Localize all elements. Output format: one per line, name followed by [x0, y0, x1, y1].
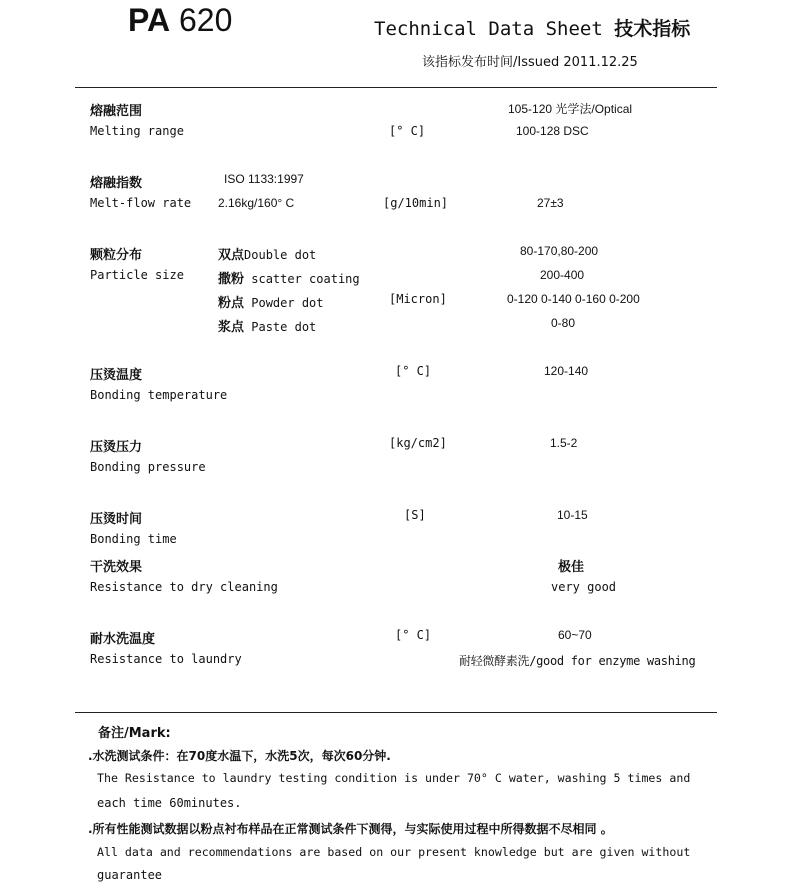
issued-date: 该指标发布时间/Issued 2011.12.25 — [422, 55, 638, 70]
product-name — [128, 2, 232, 39]
bonding-pressure-unit: [kg/cm2] — [389, 436, 447, 450]
remark-2-zh: .所有性能测试数据以粉点衬布样品在正常测试条件下测得，与实际使用过程中所得数据不尽相同 。 — [88, 822, 613, 836]
melting-value-dsc: 100-128 DSC — [516, 124, 589, 138]
particle-value-paste-dot: 0-80 — [551, 316, 576, 330]
particle-type-double-dot — [218, 244, 316, 263]
particle-type-en: Powder dot — [251, 296, 324, 310]
top-divider — [75, 87, 717, 88]
remark-2-en-a: All data and recommendations are based on our present knowledge but are given without — [97, 845, 691, 859]
melt-flow-condition: 2.16kg/160° C — [218, 196, 295, 210]
particle-value-powder-dot: 0-120 0-140 0-160 0-200 — [507, 292, 640, 306]
particle-type-zh: 双点 — [218, 248, 245, 263]
remark-1-en-b: each time 60minutes. — [97, 796, 242, 810]
laundry-note-text: 耐轻微酵素洗/good for enzyme washing — [459, 654, 696, 668]
melting-value-optical: 105-120 光学法/Optical — [508, 102, 633, 116]
melt-flow-label-en: Melt-flow rate — [90, 196, 192, 210]
sheet-title-zh: 技术指标 — [614, 18, 691, 40]
dry-cleaning-label-zh: 干洗效果 — [90, 560, 143, 575]
particle-unit: [Micron] — [389, 292, 447, 306]
remarks-heading: 备注/Mark: — [98, 726, 171, 741]
bonding-time-label-en: Bonding time — [90, 532, 177, 546]
dry-cleaning-label-en: Resistance to dry cleaning — [90, 580, 278, 594]
particle-type-paste-dot — [218, 316, 316, 335]
particle-type-scatter-coating — [218, 268, 360, 287]
melt-flow-label-zh: 熔融指数 — [90, 176, 143, 191]
bonding-pressure-label-en: Bonding pressure — [90, 460, 206, 474]
melting-unit: [° C] — [389, 124, 426, 138]
bonding-temperature-value: 120-140 — [544, 364, 589, 378]
bonding-time-value: 10-15 — [557, 508, 588, 522]
particle-type-en: Double dot — [244, 248, 317, 262]
bonding-time-unit: [S] — [404, 508, 426, 522]
bonding-temperature-label-zh: 压烫温度 — [90, 368, 143, 383]
particle-type-zh: 撒粉 — [218, 272, 245, 287]
sheet-title-en: Technical Data Sheet — [374, 18, 603, 40]
laundry-note — [459, 652, 695, 669]
remark-1-zh: .水洗测试条件：在70度水温下，水洗5次，每次60分钟. — [88, 749, 391, 763]
bottom-divider — [75, 712, 717, 713]
bonding-temperature-unit: [° C] — [395, 364, 432, 378]
particle-label-en: Particle size — [90, 268, 184, 282]
particle-type-en: scatter coating — [251, 272, 360, 286]
particle-value-scatter: 200-400 — [540, 268, 585, 282]
melt-flow-unit: [g/10min] — [383, 196, 449, 210]
product-code: PA — [128, 2, 171, 38]
particle-value-double-dot: 80-170,80-200 — [520, 244, 599, 258]
bonding-pressure-label-zh: 压烫压力 — [90, 440, 143, 455]
particle-type-en: Paste dot — [251, 320, 317, 334]
product-number: 620 — [170, 2, 233, 38]
melt-flow-value: 27±3 — [537, 196, 564, 210]
laundry-unit: [° C] — [395, 628, 432, 642]
melt-flow-standard: ISO 1133:1997 — [224, 172, 304, 186]
laundry-value: 60~70 — [558, 628, 592, 642]
bonding-temperature-label-en: Bonding temperature — [90, 388, 228, 402]
laundry-label-en: Resistance to laundry — [90, 652, 242, 666]
particle-label-zh: 颗粒分布 — [90, 248, 143, 263]
particle-type-powder-dot — [218, 292, 324, 311]
remark-2-en-b: guarantee — [97, 868, 163, 882]
laundry-label-zh: 耐水洗温度 — [90, 632, 156, 647]
bonding-pressure-value: 1.5-2 — [550, 436, 578, 450]
sheet-title — [374, 14, 690, 41]
melting-label-zh: 熔融范围 — [90, 104, 143, 119]
dry-cleaning-value-zh: 极佳 — [558, 560, 585, 575]
particle-type-zh: 粉点 — [218, 296, 245, 311]
dry-cleaning-value-en: very good — [551, 580, 617, 594]
melting-label-en: Melting range — [90, 124, 184, 138]
remark-1-en-a: The Resistance to laundry testing condition is under 70° C water, washing 5 times and — [97, 771, 691, 785]
particle-type-zh: 浆点 — [218, 320, 245, 335]
bonding-time-label-zh: 压烫时间 — [90, 512, 143, 527]
